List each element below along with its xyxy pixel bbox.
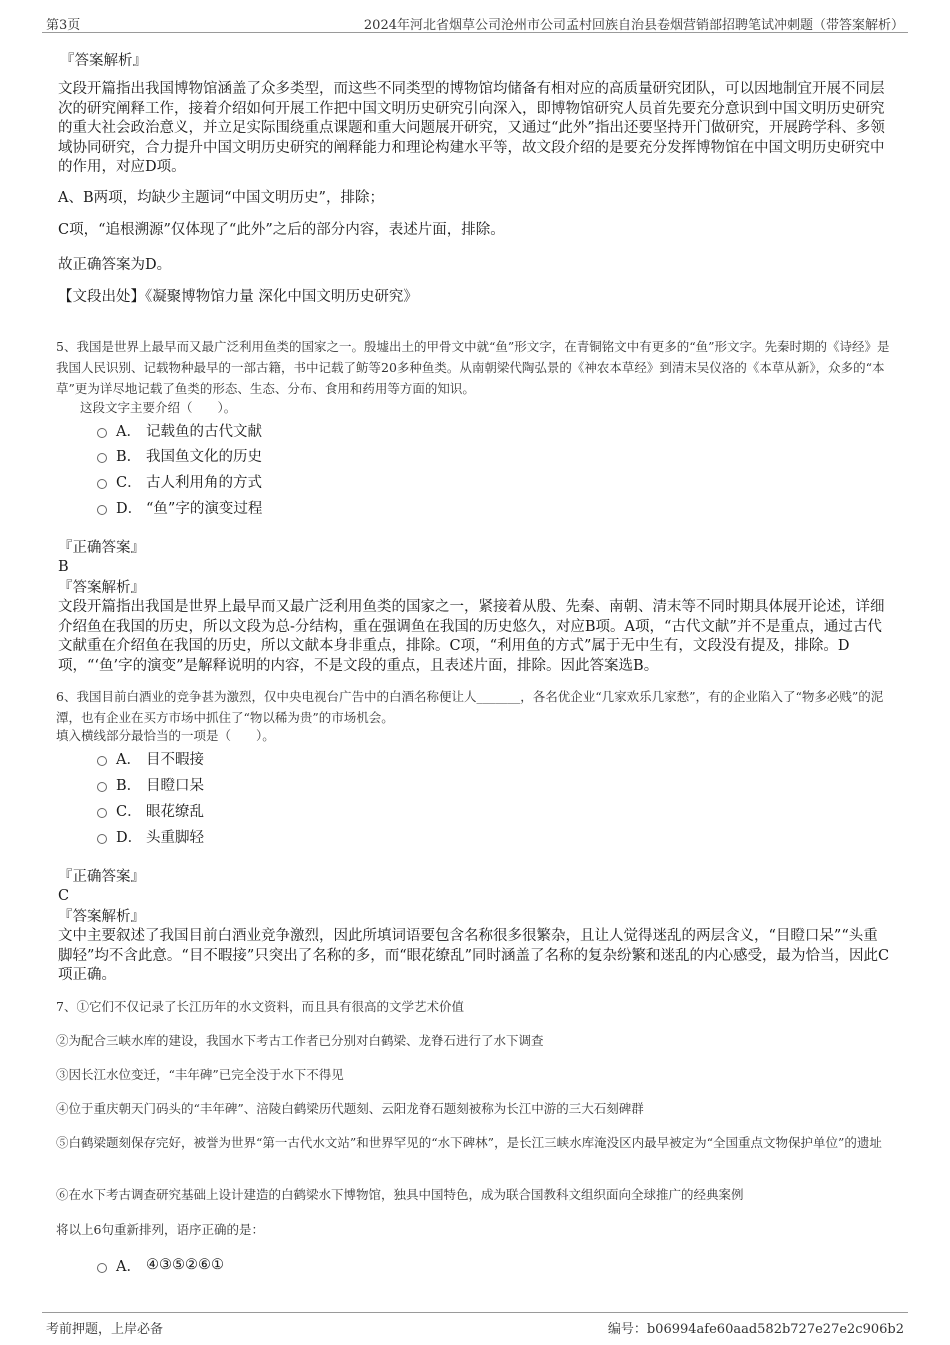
q7-sentence-2: ②为配合三峡水库的建设，我国水下考古工作者已分别对白鹤梁、龙脊石进行了水下调查 [56, 1033, 544, 1048]
q4-ab-explanation: A、B两项，均缺少主题词“中国文明历史”，排除； [58, 190, 384, 206]
option-text: 眼花缭乱 [146, 803, 204, 820]
option-text: 头重脚轻 [146, 829, 204, 846]
footer-code-label: 编号： [607, 1322, 647, 1337]
q7-option-a[interactable] [97, 1255, 224, 1275]
option-key: D． [116, 500, 143, 517]
option-text: 记载鱼的古代文献 [146, 423, 262, 440]
q4-source: 【文段出处】《凝聚博物馆力量 深化中国文明历史研究》 [58, 289, 418, 305]
q5-option-a[interactable] [97, 420, 262, 440]
q6-question: 6、我国目前白酒业的竞争甚为激烈，仅中央电视台广告中的白酒名称便让人_______，各名优企业“几家欢乐几家愁”，有的企业陷入了“物多必贱”的泥潭，也有企业在买方市场中抓住了“物以稀为贵”的市场机会。 [56, 689, 884, 725]
q5-prompt: 这段文字主要介绍（ ）。 [80, 400, 237, 415]
q6-option-b[interactable] [97, 774, 204, 794]
q6-prompt: 填入横线部分最恰当的一项是（ ）。 [56, 728, 275, 743]
q6-analysis-label: 『答案解析』 [58, 909, 145, 925]
option-key: A． [116, 1258, 141, 1275]
q7-sentence-4: ④位于重庆朝天门码头的“丰年碑”、涪陵白鹤梁历代题刻、云阳龙脊石题刻被称为长江中游的三大石刻碑群 [56, 1101, 644, 1116]
q6-answer: C [58, 888, 70, 904]
q5-answer-label: 『正确答案』 [58, 540, 145, 556]
q7-sentence-1: 7、①它们不仅记录了长江历年的水文资料，而且具有很高的文学艺术价值 [56, 999, 464, 1014]
radio-circle-icon[interactable] [97, 782, 107, 792]
footer-slogan: 考前押题，上岸必备 [46, 1322, 164, 1337]
q7-prompt: 将以上6句重新排列，语序正确的是： [56, 1222, 264, 1237]
option-key: C． [116, 803, 142, 820]
page-header [42, 10, 908, 33]
q6-answer-label: 『正确答案』 [58, 869, 145, 885]
option-key: A． [116, 751, 141, 768]
q4-conclusion: 故正确答案为D。 [58, 257, 172, 273]
option-key: B． [116, 777, 142, 794]
footer-code [608, 1318, 904, 1337]
option-text: “鱼”字的演变过程 [146, 500, 263, 517]
option-key: D． [116, 829, 143, 846]
radio-circle-icon[interactable] [97, 834, 107, 844]
radio-circle-icon[interactable] [97, 453, 107, 463]
page-footer [42, 1312, 908, 1339]
option-key: B． [116, 448, 142, 465]
q4-analysis-label: 『答案解析』 [60, 53, 147, 69]
radio-circle-icon[interactable] [97, 479, 107, 489]
option-key: C． [116, 474, 142, 491]
option-text: 我国鱼文化的历史 [146, 448, 262, 465]
q5-option-c[interactable] [97, 471, 262, 491]
q6-analysis: 文中主要叙述了我国目前白酒业竞争激烈，因此所填词语要包含名称很多很繁杂，且让人觉得迷乱的两层含义，“目瞪口呆”“头重脚轻”均不含此意。“目不暇接”只突出了名称的多，而“眼花缭乱”同时涵盖了名称的复杂纷繁和迷乱的内心感受，最为恰当，因此C项正确。 [58, 928, 890, 983]
q7-sentence-5: ⑤白鹤梁题刻保存完好，被誉为世界“第一古代水文站”和世界罕见的“水下碑林”，是长江三峡水库淹没区内最早被定为“全国重点文物保护单位”的遗址 [56, 1135, 882, 1150]
option-text: 目瞪口呆 [146, 777, 204, 794]
radio-circle-icon[interactable] [97, 505, 107, 515]
q7-sentence-3: ③因长江水位变迁，“丰年碑”已完全没于水下不得见 [56, 1067, 344, 1082]
radio-circle-icon[interactable] [97, 756, 107, 766]
option-key: A． [116, 423, 141, 440]
q6-option-a[interactable] [97, 748, 204, 768]
q5-option-d[interactable] [97, 497, 262, 517]
q4-c-explanation: C项，“追根溯源”仅体现了“此外”之后的部分内容，表述片面，排除。 [58, 222, 505, 238]
q4-analysis-text: 文段开篇指出我国博物馆涵盖了众多类型，而这些不同类型的博物馆均储备有相对应的高质量研究团队，可以因地制宜开展不同层次的研究阐释工作，接着介绍如何开展工作把中国文明历史研究引向深入，即博物馆研究人员首先要充分意识到中国文明历史研究的重大社会政治意义，并立足实际围绕重点课题和重大问题展开研究，又通过“此外”指出还要坚持开门做研究，开展跨学科、多领域协同研究，合力提升中国文明历史研究的阐释能力和理论构建水平等，故文段介绍的是要充分发挥博物馆在中国文明历史研究中的作用，对应D项。 [58, 81, 885, 175]
q5-question: 5、我国是世界上最早而又最广泛利用鱼类的国家之一。殷墟出土的甲骨文中就“鱼”形文字，在青铜铭文中有更多的“鱼”形文字。先秦时期的《诗经》是我国人民识别、记载物种最早的一部古籍，书中记载了鲂等20多种鱼类。从南朝梁代陶弘景的《神农本草经》到清末吴仪洛的《本草从新》，众多的“本草”更为详尽地记载了鱼类的形态、生态、分布、食用和药用等方面的知识。 [56, 339, 890, 396]
radio-circle-icon[interactable] [97, 808, 107, 818]
page-number: 第3页 [46, 18, 81, 33]
footer-code-value: b06994afe60aad582b727e27e2c906b2 [646, 1322, 904, 1337]
q5-analysis: 文段开篇指出我国是世界上最早而又最广泛利用鱼类的国家之一，紧接着从殷、先秦、南朝、清末等不同时期具体展开论述，详细介绍鱼在我国的历史，所以文段为总-分结构，重在强调鱼在我国的历史悠久，对应B项。A项，“古代文献”并不是重点，通过古代文献重在介绍鱼在我国的历史，所以文献本身非重点，排除。C项，“利用鱼的方式”属于无中生有，文段没有提及，排除。D项，“‘鱼’字的演变”是解释说明的内容，不是文段的重点，且表述片面，排除。因此答案选B。 [58, 599, 885, 674]
q6-option-c[interactable] [97, 800, 204, 820]
q5-analysis-label: 『答案解析』 [58, 580, 145, 596]
q5-option-b[interactable] [97, 445, 262, 465]
document-title: 2024年河北省烟草公司沧州市公司孟村回族自治县卷烟营销部招聘笔试冲刺题（带答案解析） [363, 18, 904, 33]
option-text: 古人利用角的方式 [146, 474, 262, 491]
q5-answer: B [58, 559, 69, 575]
option-text: ④③⑤②⑥① [146, 1257, 224, 1273]
q7-sentence-6: ⑥在水下考古调查研究基础上设计建造的白鹤梁水下博物馆，独具中国特色，成为联合国教科文组织面向全球推广的经典案例 [56, 1187, 744, 1202]
q6-option-d[interactable] [97, 826, 204, 846]
radio-circle-icon[interactable] [97, 1263, 107, 1273]
radio-circle-icon[interactable] [97, 428, 107, 438]
option-text: 目不暇接 [146, 751, 204, 768]
